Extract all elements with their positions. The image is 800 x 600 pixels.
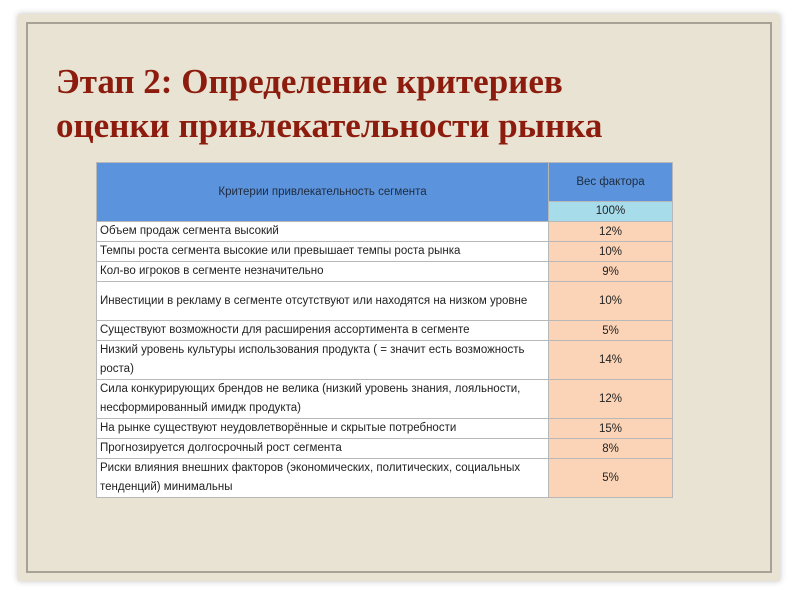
weight-cell: 9%	[549, 262, 673, 282]
criterion-cell: Темпы роста сегмента высокие или превышает темпы роста рынка	[97, 242, 549, 262]
slide-title-line-2: оценки привлекательности рынка	[56, 106, 603, 145]
weight-cell: 15%	[549, 419, 673, 439]
table-row	[97, 419, 673, 439]
criterion-cell: Низкий уровень культуры использования продукта ( = значит есть возможность роста)	[97, 341, 549, 380]
table-row	[97, 439, 673, 459]
table-row	[97, 222, 673, 242]
weight-cell: 14%	[549, 341, 673, 380]
weight-cell: 12%	[549, 380, 673, 419]
table-row	[97, 459, 673, 498]
table-header-row	[97, 163, 673, 202]
table-row	[97, 242, 673, 262]
weight-cell: 5%	[549, 321, 673, 341]
table-row	[97, 282, 673, 321]
weight-cell: 12%	[549, 222, 673, 242]
table-row	[97, 341, 673, 380]
table-row	[97, 380, 673, 419]
slide-title	[56, 60, 602, 148]
criterion-cell: Риски влияния внешних факторов (экономических, политических, социальных тенденций) минимальны	[97, 459, 549, 498]
criteria-table	[96, 162, 673, 498]
criterion-cell: Инвестиции в рекламу в сегменте отсутствуют или находятся на низком уровне	[97, 282, 549, 321]
criterion-cell: Кол-во игроков в сегменте незначительно	[97, 262, 549, 282]
weight-cell: 8%	[549, 439, 673, 459]
weight-cell: 5%	[549, 459, 673, 498]
header-criteria: Критерии привлекательность сегмента	[97, 163, 549, 222]
slide-title-line-1: Этап 2: Определение критериев	[56, 62, 563, 101]
weight-cell: 10%	[549, 242, 673, 262]
total-weight: 100%	[549, 201, 673, 221]
criterion-cell: Существуют возможности для расширения ассортимента в сегменте	[97, 321, 549, 341]
criterion-cell: Сила конкурирующих брендов не велика (низкий уровень знания, лояльности, несформированный имидж продукта)	[97, 380, 549, 419]
criterion-cell: На рынке существуют неудовлетворённые и скрытые потребности	[97, 419, 549, 439]
table-row	[97, 321, 673, 341]
table-row	[97, 262, 673, 282]
header-weight: Вес фактора	[549, 163, 673, 202]
weight-cell: 10%	[549, 282, 673, 321]
criterion-cell: Объем продаж сегмента высокий	[97, 222, 549, 242]
criterion-cell: Прогнозируется долгосрочный рост сегмента	[97, 439, 549, 459]
